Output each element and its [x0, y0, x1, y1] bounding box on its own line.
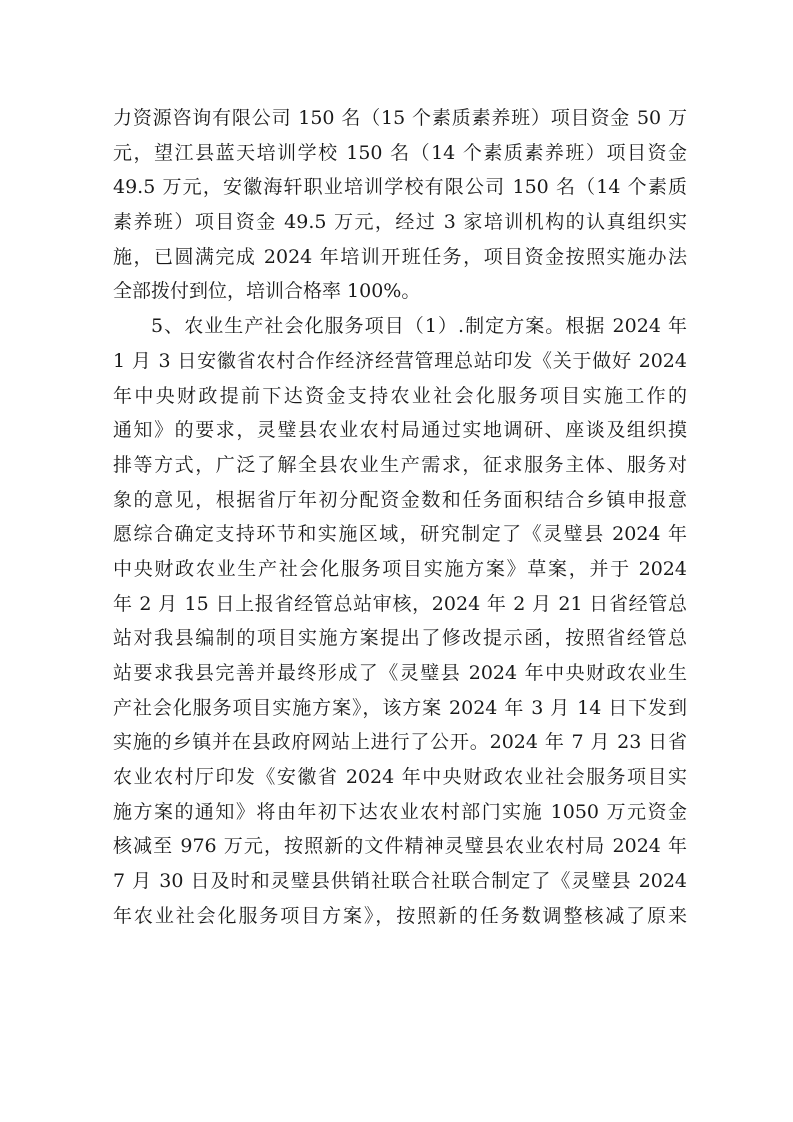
text-line: 元，望江县蓝天培训学校 150 名（14 个素质素养班）项目资金 [113, 141, 687, 164]
text-line: 实施的乡镇并在县政府网站上进行了公开。2024 年 7 月 23 日省 [113, 731, 687, 754]
text-line: 排等方式，广泛了解全县农业生产需求，征求服务主体、服务对 [113, 453, 687, 476]
text-line: 愿综合确定支持环节和实施区域，研究制定了《灵璧县 2024 年 [113, 523, 687, 546]
text-line: 产社会化服务项目实施方案》，该方案 2024 年 3 月 14 日下发到 [113, 696, 687, 719]
text-line: 通知》的要求，灵璧县农业农村局通过实地调研、座谈及组织摸 [113, 419, 687, 442]
text-line: 素养班）项目资金 49.5 万元，经过 3 家培训机构的认真组织实 [113, 211, 687, 234]
text-line: 中央财政农业生产社会化服务项目实施方案》草案，并于 2024 [113, 557, 687, 580]
text-line: 年中央财政提前下达资金支持农业社会化服务项目实施工作的 [113, 384, 687, 407]
text-line: 施，已圆满完成 2024 年培训开班任务，项目资金按照实施办法 [113, 245, 687, 268]
text-line: 力资源咨询有限公司 150 名（15 个素质素养班）项目资金 50 万 [113, 107, 687, 129]
text-line: 站对我县编制的项目实施方案提出了修改提示函，按照省经管总 [113, 627, 687, 650]
text-line: 1 月 3 日安徽省农村合作经济经营管理总站印发《关于做好 2024 [113, 349, 687, 372]
text-line: 年 2 月 15 日上报省经管总站审核，2024 年 2 月 21 日省经管总 [113, 592, 687, 615]
text-line: 核减至 976 万元，按照新的文件精神灵璧县农业农村局 2024 年 [113, 835, 687, 858]
text-line: 施方案的通知》将由年初下达农业农村部门实施 1050 万元资金 [113, 800, 687, 823]
text-line: 象的意见，根据省厅年初分配资金数和任务面积结合乡镇申报意 [113, 488, 687, 511]
text-line: 站要求我县完善并最终形成了《灵璧县 2024 年中央财政农业生 [113, 662, 687, 684]
text-line: 7 月 30 日及时和灵璧县供销社联合社联合制定了《灵璧县 2024 [113, 870, 687, 893]
text-line: 49.5 万元，安徽海轩职业培训学校有限公司 150 名（14 个素质 [113, 176, 687, 199]
text-line: 农业农村厅印发《安徽省 2024 年中央财政农业社会服务项目实 [113, 766, 687, 789]
text-line: 全部拨付到位，培训合格率 100%。 [113, 280, 421, 303]
paragraph-start-line: 5、农业生产社会化服务项目（1）.制定方案。根据 2024 年 [151, 315, 687, 338]
body-text [113, 101, 687, 934]
text-line: 年农业社会化服务项目方案》，按照新的任务数调整核减了原来 [113, 904, 687, 927]
